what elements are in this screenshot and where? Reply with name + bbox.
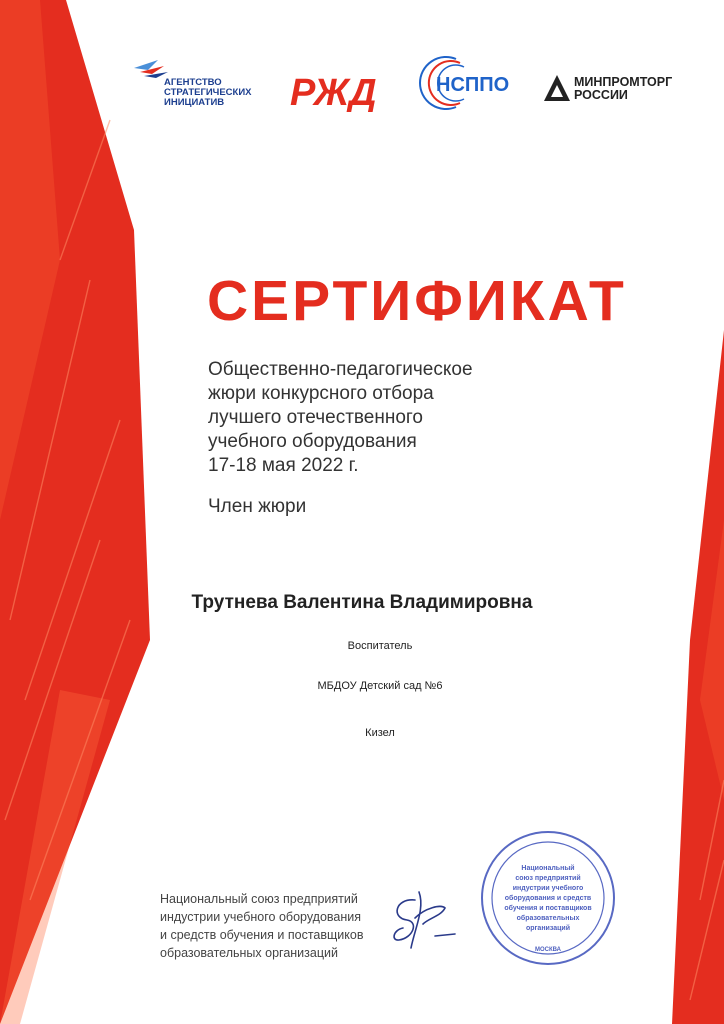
certificate-title: СЕРТИФИКАТ <box>207 269 627 333</box>
rzd-logo <box>288 72 384 112</box>
official-stamp <box>478 828 618 968</box>
organization-line: индустрии учебного оборудования <box>160 910 362 924</box>
description-line: лучшего отечественного <box>208 407 423 428</box>
rzd-logo-mark <box>288 72 384 112</box>
recipient-name: Трутнева Валентина Владимировна <box>191 592 533 613</box>
organization-line: Национальный союз предприятий <box>160 892 358 906</box>
nsppo-logo <box>418 53 510 113</box>
recipient-institution: МБДОУ Детский сад №6 <box>317 680 443 692</box>
agency-logo <box>134 58 254 108</box>
description-date: 17-18 мая 2022 г. <box>208 455 359 476</box>
minpromtorg-logo-text: МИНПРОМТОРГ РОССИИ <box>574 75 673 102</box>
description-line: Общественно-педагогическое <box>208 359 473 380</box>
stamp-line: союз предприятий <box>515 875 581 882</box>
issuer-organization <box>160 890 363 962</box>
stamp-line: организаций <box>525 925 571 932</box>
organization-line: и средств обучения и поставщиков <box>160 928 364 942</box>
signature <box>385 878 465 958</box>
nsppo-logo-text: НСППО <box>436 74 510 96</box>
description-line: учебного оборудования <box>208 431 417 452</box>
description-line: жюри конкурсного отбора <box>208 383 434 404</box>
certificate-description <box>208 358 568 478</box>
stamp-line: оборудования и средств <box>504 895 592 902</box>
minpromtorg-logo <box>544 72 684 108</box>
agency-logo-text: АГЕНТСТВО СТРАТЕГИЧЕСКИХ ИНИЦИАТИВ <box>164 77 252 108</box>
stamp-line: обучения и поставщиков <box>504 905 592 912</box>
recipient-position: Воспитатель <box>347 640 413 652</box>
stamp-line: индустрии учебного <box>512 885 584 892</box>
stamp-ring-city: МОСКВА <box>534 947 562 953</box>
nsppo-logo-mark <box>418 53 510 113</box>
stamp-line: образовательных <box>516 915 580 922</box>
organization-line: образовательных организаций <box>160 946 338 960</box>
rzd-logo-text: РЖД <box>290 72 377 112</box>
recipient-city: Кизел <box>365 727 395 739</box>
stamp-line: Национальный <box>521 865 575 872</box>
jury-role: Член жюри <box>208 496 307 517</box>
minpromtorg-logo-icon <box>544 75 570 101</box>
